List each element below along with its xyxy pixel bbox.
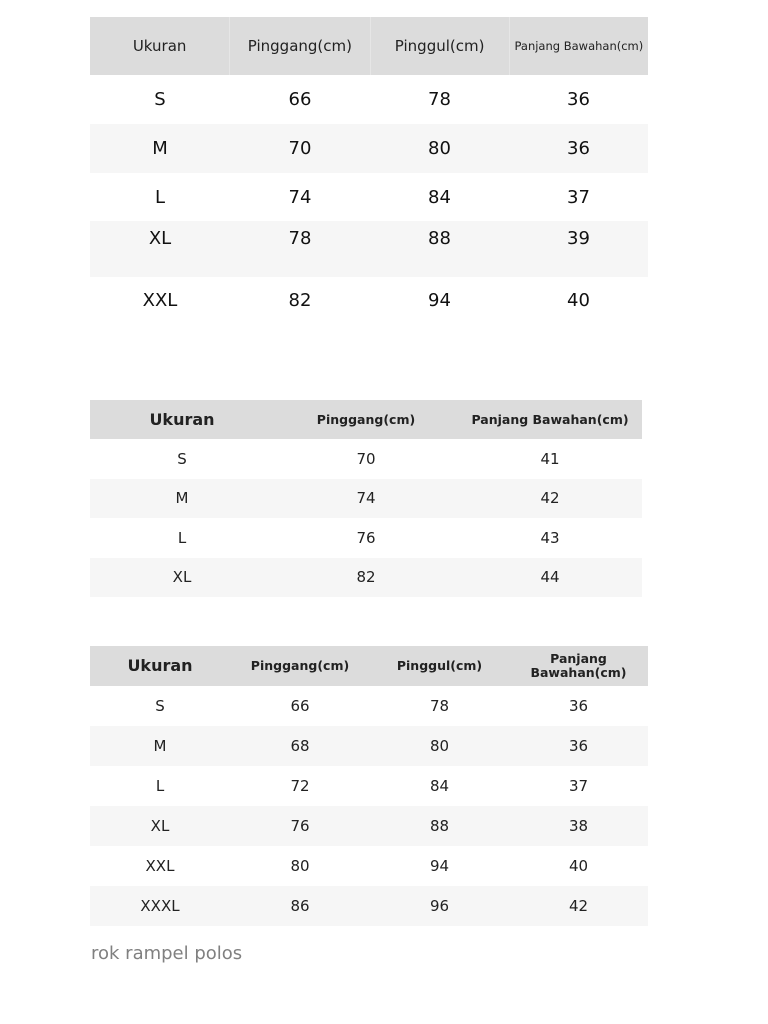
cell-hip: 88	[429, 817, 450, 835]
cell-hip: 78	[428, 89, 451, 110]
table-row	[90, 518, 642, 558]
header-hip: Pinggul(cm)	[396, 657, 483, 673]
header-length: Panjang Bawahan(cm)	[514, 39, 644, 53]
table-row	[90, 479, 642, 519]
cell-hip: 80	[428, 138, 451, 159]
cell-waist: 74	[288, 186, 312, 208]
cell-length: 42	[568, 897, 589, 915]
cell-size: L	[177, 528, 187, 547]
header-size: Ukuran	[127, 655, 193, 675]
cell-size: XL	[150, 817, 170, 835]
cell-size: L	[155, 777, 165, 795]
cell-size: XXL	[142, 289, 178, 311]
cell-size: XXL	[145, 857, 175, 875]
cell-hip: 78	[429, 697, 450, 715]
table-header-row	[90, 17, 648, 75]
table-row	[90, 766, 648, 806]
cell-length: 41	[540, 449, 560, 468]
header-length: Panjang Bawahan(cm)	[471, 412, 629, 427]
cell-waist: 86	[290, 897, 310, 915]
table-header-row	[90, 400, 642, 439]
cell-waist: 74	[356, 489, 376, 508]
table-row	[90, 277, 648, 323]
cell-hip: 80	[429, 737, 450, 755]
cell-length: 38	[568, 817, 589, 835]
cell-waist: 78	[288, 227, 312, 249]
header-waist: Pinggang(cm)	[230, 17, 370, 75]
cell-waist: 82	[288, 289, 312, 311]
product-caption: rok rampel polos	[91, 943, 243, 964]
cell-length: 40	[567, 289, 590, 311]
cell-waist: 70	[288, 138, 312, 159]
table-header-row	[90, 646, 648, 686]
cell-size: XL	[148, 227, 172, 249]
size-table-2	[90, 400, 642, 597]
cell-length: 37	[568, 777, 589, 795]
header-length: Panjang Bawahan(cm)	[530, 650, 627, 680]
cell-waist: 76	[290, 817, 310, 835]
cell-size: S	[177, 449, 187, 468]
table-row	[90, 558, 642, 598]
cell-length: 37	[567, 186, 590, 208]
cell-waist: 72	[290, 777, 310, 795]
cell-length: 36	[567, 89, 590, 110]
table-row	[90, 886, 648, 926]
cell-size: XXXL	[140, 897, 180, 915]
cell-length: 36	[567, 138, 590, 159]
cell-waist: 68	[290, 737, 310, 755]
table-row	[90, 221, 648, 277]
cell-length: 36	[568, 697, 589, 715]
table-row	[90, 173, 648, 221]
header-waist: Pinggang(cm)	[316, 412, 416, 427]
cell-size: XL	[172, 568, 192, 587]
size-table-1	[90, 17, 648, 323]
table-row	[90, 75, 648, 124]
cell-length: 42	[540, 489, 560, 508]
header-waist: Pinggang(cm)	[250, 657, 350, 673]
table-row	[90, 439, 642, 479]
cell-waist: 66	[290, 697, 310, 715]
cell-waist: 70	[356, 449, 376, 468]
cell-length: 43	[540, 528, 560, 547]
table-row	[90, 726, 648, 766]
cell-hip: 88	[428, 227, 451, 249]
cell-waist: 76	[356, 528, 376, 547]
cell-length: 36	[568, 737, 589, 755]
cell-length: 39	[567, 227, 590, 249]
cell-hip: 94	[428, 289, 451, 311]
table-row	[90, 846, 648, 886]
cell-size: M	[152, 138, 168, 159]
cell-hip: 84	[429, 777, 450, 795]
table-row	[90, 686, 648, 726]
cell-hip: 96	[429, 897, 450, 915]
cell-size: S	[155, 697, 165, 715]
cell-length: 44	[540, 568, 560, 587]
cell-size: S	[154, 89, 166, 110]
header-size: Ukuran	[90, 17, 230, 75]
cell-waist: 66	[288, 89, 312, 110]
cell-waist: 82	[356, 568, 376, 587]
table-row	[90, 124, 648, 173]
cell-length: 40	[568, 857, 589, 875]
size-table-3	[90, 646, 648, 926]
cell-size: M	[153, 737, 167, 755]
header-size: Ukuran	[149, 410, 215, 429]
header-hip: Pinggul(cm)	[371, 17, 510, 75]
cell-hip: 84	[428, 186, 451, 208]
cell-waist: 80	[290, 857, 310, 875]
cell-hip: 94	[429, 857, 450, 875]
table-row	[90, 806, 648, 846]
cell-size: M	[175, 489, 189, 508]
cell-size: L	[154, 186, 166, 208]
